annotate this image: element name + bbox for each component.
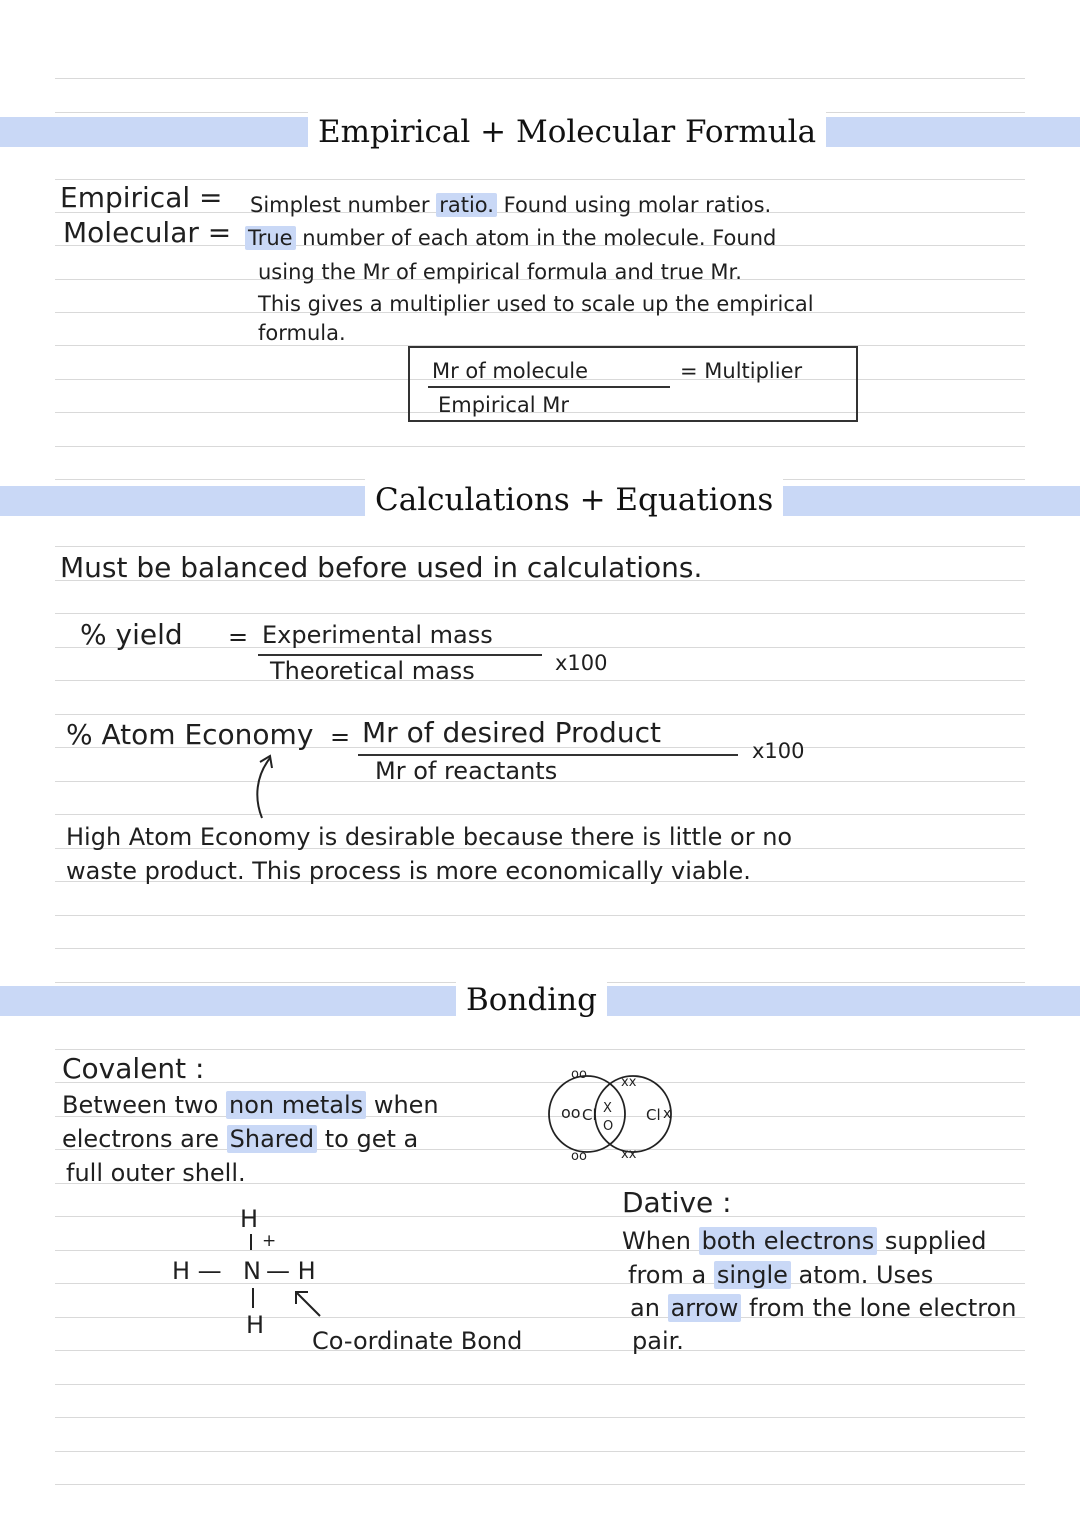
yield-denominator: Theoretical mass	[270, 657, 475, 685]
molecular-def-line3: This gives a multiplier used to scale up the empirical	[258, 292, 814, 316]
dative-line2: from a single atom. Uses	[628, 1261, 934, 1289]
atom-economy-times-100: x100	[752, 739, 805, 763]
highlight-single: single	[714, 1261, 791, 1289]
yield-equals: =	[228, 623, 249, 651]
highlight-true: True	[245, 226, 296, 250]
ammonium-top-h: H	[240, 1205, 259, 1233]
dative-line1: When both electrons supplied	[622, 1227, 987, 1255]
ammonium-left-h: H —	[172, 1257, 222, 1285]
dative-line4: pair.	[632, 1327, 684, 1355]
section-heading-empirical: Empirical + Molecular Formula	[308, 110, 826, 154]
atom-economy-note-line2: waste product. This process is more economically viable.	[66, 857, 751, 885]
dative-title: Dative :	[622, 1186, 732, 1219]
ammonium-nitrogen: N	[243, 1257, 261, 1285]
atom-economy-equals: =	[330, 723, 351, 751]
ammonium-right-h: — H	[266, 1257, 316, 1285]
coordinate-bond-arrow-icon	[290, 1286, 330, 1322]
molecular-def-line2: using the Mr of empirical formula and true Mr.	[258, 260, 742, 284]
cross-marks-icon: xx	[621, 1075, 637, 1090]
yield-numerator: Experimental mass	[262, 621, 493, 649]
ammonium-bond-bottom	[252, 1288, 254, 1308]
covalent-line2: electrons are Shared to get a	[62, 1125, 419, 1153]
highlight-ratio: ratio.	[436, 193, 497, 217]
up-arrow-icon	[250, 752, 290, 822]
ammonium-bottom-h: H	[246, 1311, 265, 1339]
coordinate-bond-label: Co-ordinate Bond	[312, 1327, 523, 1355]
fraction-denominator-empirical-mr: Empirical Mr	[438, 393, 570, 417]
ammonium-charge: +	[262, 1231, 277, 1251]
covalent-line3: full outer shell.	[66, 1159, 246, 1187]
dot-marks-icon: oo	[561, 1103, 581, 1122]
shared-electron-dot: O	[603, 1119, 614, 1134]
fraction-numerator-mr-molecule: Mr of molecule	[432, 359, 589, 383]
highlight-arrow: arrow	[668, 1294, 742, 1322]
yield-label: % yield	[80, 618, 183, 651]
atom-economy-numerator: Mr of desired Product	[362, 716, 661, 749]
covalent-title: Covalent :	[62, 1052, 205, 1085]
fraction-bar	[428, 386, 670, 388]
term-molecular: Molecular =	[63, 216, 232, 249]
yield-times-100: x100	[555, 651, 608, 675]
ammonium-bond-top	[250, 1234, 252, 1250]
molecular-def-line4: formula.	[258, 321, 346, 345]
covalent-line1: Between two non metals when	[62, 1091, 439, 1119]
chlorine-right-label: Cl	[646, 1106, 661, 1124]
atom-economy-denominator: Mr of reactants	[375, 757, 558, 785]
dot-marks-top-icon: oo	[571, 1068, 587, 1082]
cross-marks-right-icon: x	[663, 1106, 672, 1122]
cross-marks-bottom-icon: xx	[621, 1147, 637, 1162]
balanced-note: Must be balanced before used in calculations.	[60, 551, 703, 584]
dot-marks-bottom-icon: oo	[571, 1149, 587, 1163]
highlight-shared: Shared	[227, 1125, 318, 1153]
section-heading-calculations: Calculations + Equations	[365, 478, 783, 522]
atom-economy-note-line1: High Atom Economy is desirable because there is little or no	[66, 823, 793, 851]
empirical-def-line1: Simplest number ratio. Found using molar ratios.	[250, 193, 772, 217]
chlorine-left-label: Cl	[582, 1106, 597, 1124]
highlight-non-metals: non metals	[226, 1091, 366, 1119]
atom-economy-label: % Atom Economy	[66, 718, 314, 751]
molecular-def-line1: True number of each atom in the molecule. Found	[245, 223, 776, 253]
section-heading-bonding: Bonding	[456, 978, 607, 1022]
term-empirical: Empirical =	[60, 181, 223, 214]
fraction-result-multiplier: = Multiplier	[680, 359, 803, 383]
highlight-both-electrons: both electrons	[699, 1227, 878, 1255]
dative-line3: an arrow from the lone electron	[630, 1294, 1017, 1322]
shared-electron-cross: X	[603, 1101, 612, 1116]
